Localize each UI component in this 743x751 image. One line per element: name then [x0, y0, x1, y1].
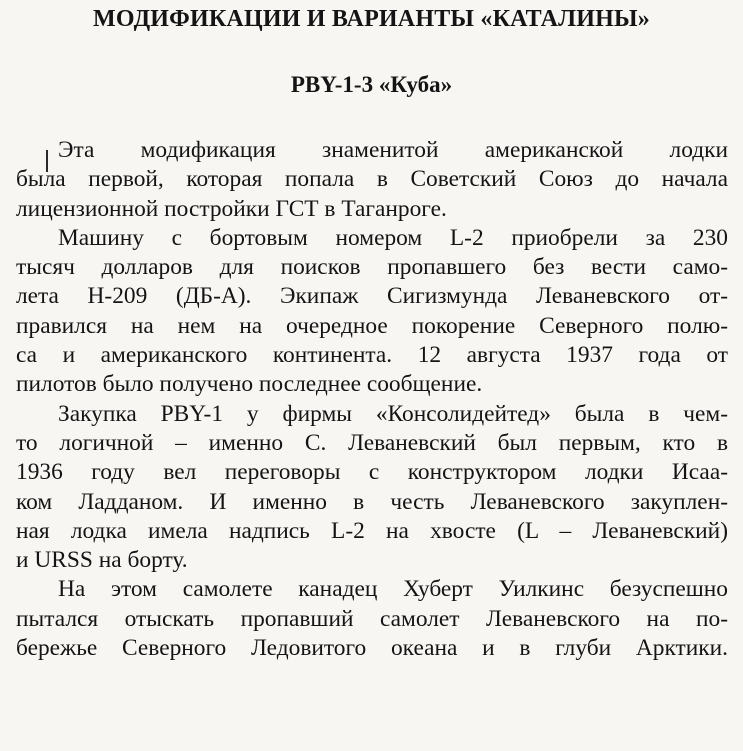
text-line: тысяч долларов для поисков пропавшего без вести само- — [16, 254, 728, 281]
text-line: са и американского континента. 12 августа 1937 года от — [16, 342, 728, 369]
body-text — [16, 136, 728, 663]
text-line: правился на нем на очередное покорение Северного полю- — [16, 312, 728, 339]
text-line: Эта модификация знаменитой американской лодки — [58, 137, 728, 163]
text-line: Машину с бортовым номером L-2 приобрели за 230 — [58, 224, 728, 251]
paragraph-4 — [16, 575, 728, 663]
text-line: ком Ладданом. И именно в честь Леваневского закуплен- — [16, 488, 728, 515]
paragraph-1 — [16, 136, 728, 224]
text-line: была первой, которая попала в Советский Союз до начала — [16, 166, 728, 193]
text-line: На этом самолете канадец Хуберт Уилкинс безуспешно — [58, 576, 728, 603]
text-line: ная лодка имела надпись L-2 на хвосте (L – Леваневский) — [16, 517, 728, 544]
section-title: МОДИФИКАЦИИ И ВАРИАНТЫ «КАТАЛИНЫ» — [93, 6, 650, 32]
text-line: то логичной – именно С. Леваневский был первым, кто в — [16, 429, 728, 456]
subtitle: PBY-1-3 «Куба» — [290, 72, 453, 97]
text-line: бережье Северного Ледовитого океана и в глуби Арктики. — [16, 635, 728, 662]
text-line: лицензионной постройки ГСТ в Таганроге. — [16, 195, 447, 222]
paragraph-2 — [16, 224, 728, 400]
text-line: пытался отыскать пропавший самолет Леваневского на по- — [16, 605, 728, 632]
text-line: пилотов было получено последнее сообщение. — [16, 371, 483, 398]
text-line: 1936 году вел переговоры с конструктором лодки Исаа- — [16, 459, 728, 486]
text-line: лета Н-209 (ДБ-А). Экипаж Сигизмунда Леваневского от- — [16, 283, 728, 310]
paragraph-3 — [16, 400, 728, 576]
text-line: и URSS на борту. — [16, 547, 188, 574]
text-line: Закупка PBY-1 у фирмы «Консолидейтед» была в чем- — [58, 400, 728, 427]
